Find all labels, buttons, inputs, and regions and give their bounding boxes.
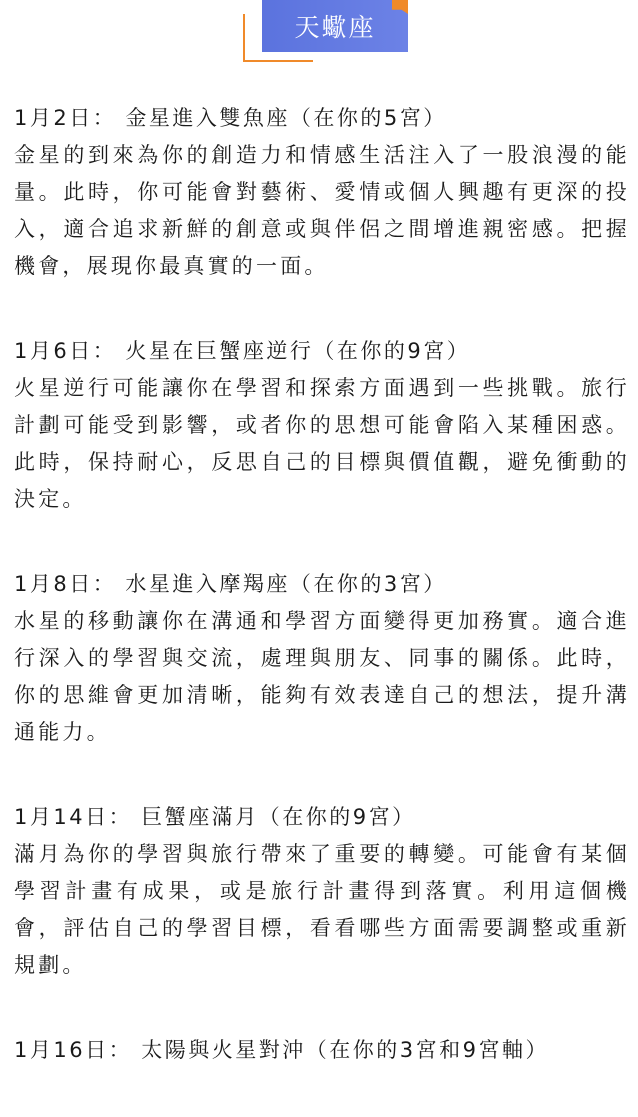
header-accent-line-vertical xyxy=(243,14,245,62)
section-paragraph: 滿月為你的學習與旅行帶來了重要的轉變。可能會有某個學習計畫有成果，或是旅行計畫得到落實。利用這個機會，評估自己的學習目標，看看哪些方面需要調整或重新規劃。 xyxy=(14,842,630,977)
section-heading: 1月16日： 太陽與火星對沖（在你的3宮和9宮軸） xyxy=(14,1038,549,1062)
header-accent-line-horizontal xyxy=(243,60,313,62)
section-heading: 1月6日： 火星在巨蟹座逆行（在你的9宮） xyxy=(14,339,471,363)
header xyxy=(0,0,638,70)
section-mars-retrograde xyxy=(14,333,630,518)
section-full-moon xyxy=(14,799,630,984)
page-title: 天蠍座 xyxy=(294,13,376,42)
title-banner xyxy=(262,0,408,52)
article-body xyxy=(14,100,630,1117)
section-paragraph: 金星的到來為你的創造力和情感生活注入了一股浪漫的能量。此時，你可能會對藝術、愛情或個人興趣有更深的投入，適合追求新鮮的創意或與伴侶之間增進親密感。把握機會，展現你最真實的一面。 xyxy=(14,143,630,278)
section-heading: 1月2日： 金星進入雙魚座（在你的5宮） xyxy=(14,106,447,130)
section-sun-mars-opposition xyxy=(14,1032,630,1069)
section-heading: 1月8日： 水星進入摩羯座（在你的3宮） xyxy=(14,572,447,596)
section-paragraph: 火星逆行可能讓你在學習和探索方面遇到一些挑戰。旅行計劃可能受到影響，或者你的思想可能會陷入某種困惑。此時，保持耐心，反思自己的目標與價值觀，避免衝動的決定。 xyxy=(14,376,630,511)
section-venus-pisces xyxy=(14,100,630,285)
section-heading: 1月14日： 巨蟹座滿月（在你的9宮） xyxy=(14,805,416,829)
section-mercury-capricorn xyxy=(14,566,630,751)
section-paragraph: 水星的移動讓你在溝通和學習方面變得更加務實。適合進行深入的學習與交流，處理與朋友、同事的關係。此時，你的思維會更加清晰，能夠有效表達自己的想法，提升溝通能力。 xyxy=(14,609,630,744)
